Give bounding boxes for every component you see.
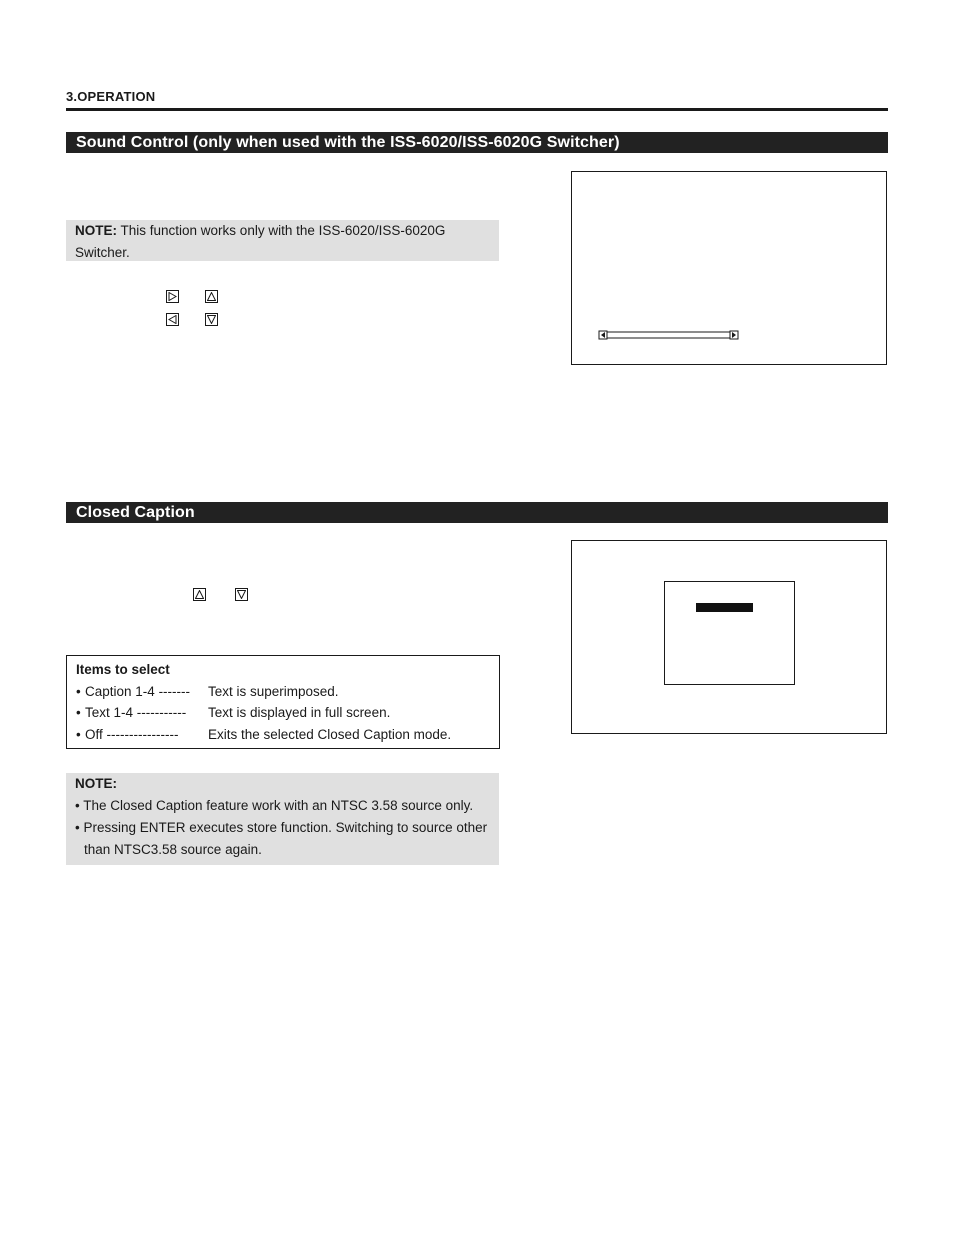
note-item: • Pressing ENTER executes store function. Switching to source other than NTSC3.58 source again.: [75, 820, 488, 857]
left-arrow-icon: [166, 313, 179, 326]
item-desc: Text is displayed in full screen.: [208, 705, 391, 720]
header-rule: [66, 108, 888, 111]
list-item: • Caption 1-4 ------- Text is superimposed.: [76, 681, 490, 703]
item-leader: ----------------: [106, 726, 179, 742]
sound-screen-illustration: [571, 171, 887, 365]
section-label: 3.OPERATION: [66, 89, 156, 104]
closed-caption-heading: Closed Caption: [66, 502, 888, 523]
sound-control-note: [66, 220, 499, 261]
sound-control-heading: Sound Control (only when used with the ISS-6020/ISS-6020G Switcher): [66, 132, 888, 153]
item-leader: -----------: [136, 705, 187, 720]
right-arrow-icon: [166, 290, 179, 303]
caption-menu-highlight: [696, 603, 753, 612]
note-label: NOTE:: [75, 223, 117, 238]
note-label: NOTE:: [75, 776, 117, 791]
note-text: This function works only with the ISS-6020/ISS-6020G Switcher.: [75, 223, 446, 260]
up-arrow-icon: [205, 290, 218, 303]
item-name: Caption 1-4: [85, 683, 155, 699]
volume-slider: [598, 329, 740, 341]
item-desc: Text is superimposed.: [208, 683, 339, 699]
caption-screen-illustration: [571, 540, 887, 734]
note-item: • The Closed Caption feature work with an NTSC 3.58 source only.: [75, 798, 474, 813]
item-name: Off: [85, 726, 103, 742]
list-item: • Off ---------------- Exits the selected Closed Caption mode.: [76, 724, 490, 746]
caption-menu-window: [664, 581, 795, 685]
items-to-select-box: [66, 655, 500, 749]
list-item: • Text 1-4 ----------- Text is displayed in full screen.: [76, 702, 490, 724]
up-arrow-icon: [193, 588, 206, 601]
item-name: Text 1-4: [85, 705, 134, 720]
closed-caption-note: [66, 773, 499, 865]
down-arrow-icon: [205, 313, 218, 326]
items-title: Items to select: [76, 662, 170, 677]
item-desc: Exits the selected Closed Caption mode.: [208, 726, 452, 742]
down-arrow-icon: [235, 588, 248, 601]
item-leader: -------: [158, 683, 191, 699]
